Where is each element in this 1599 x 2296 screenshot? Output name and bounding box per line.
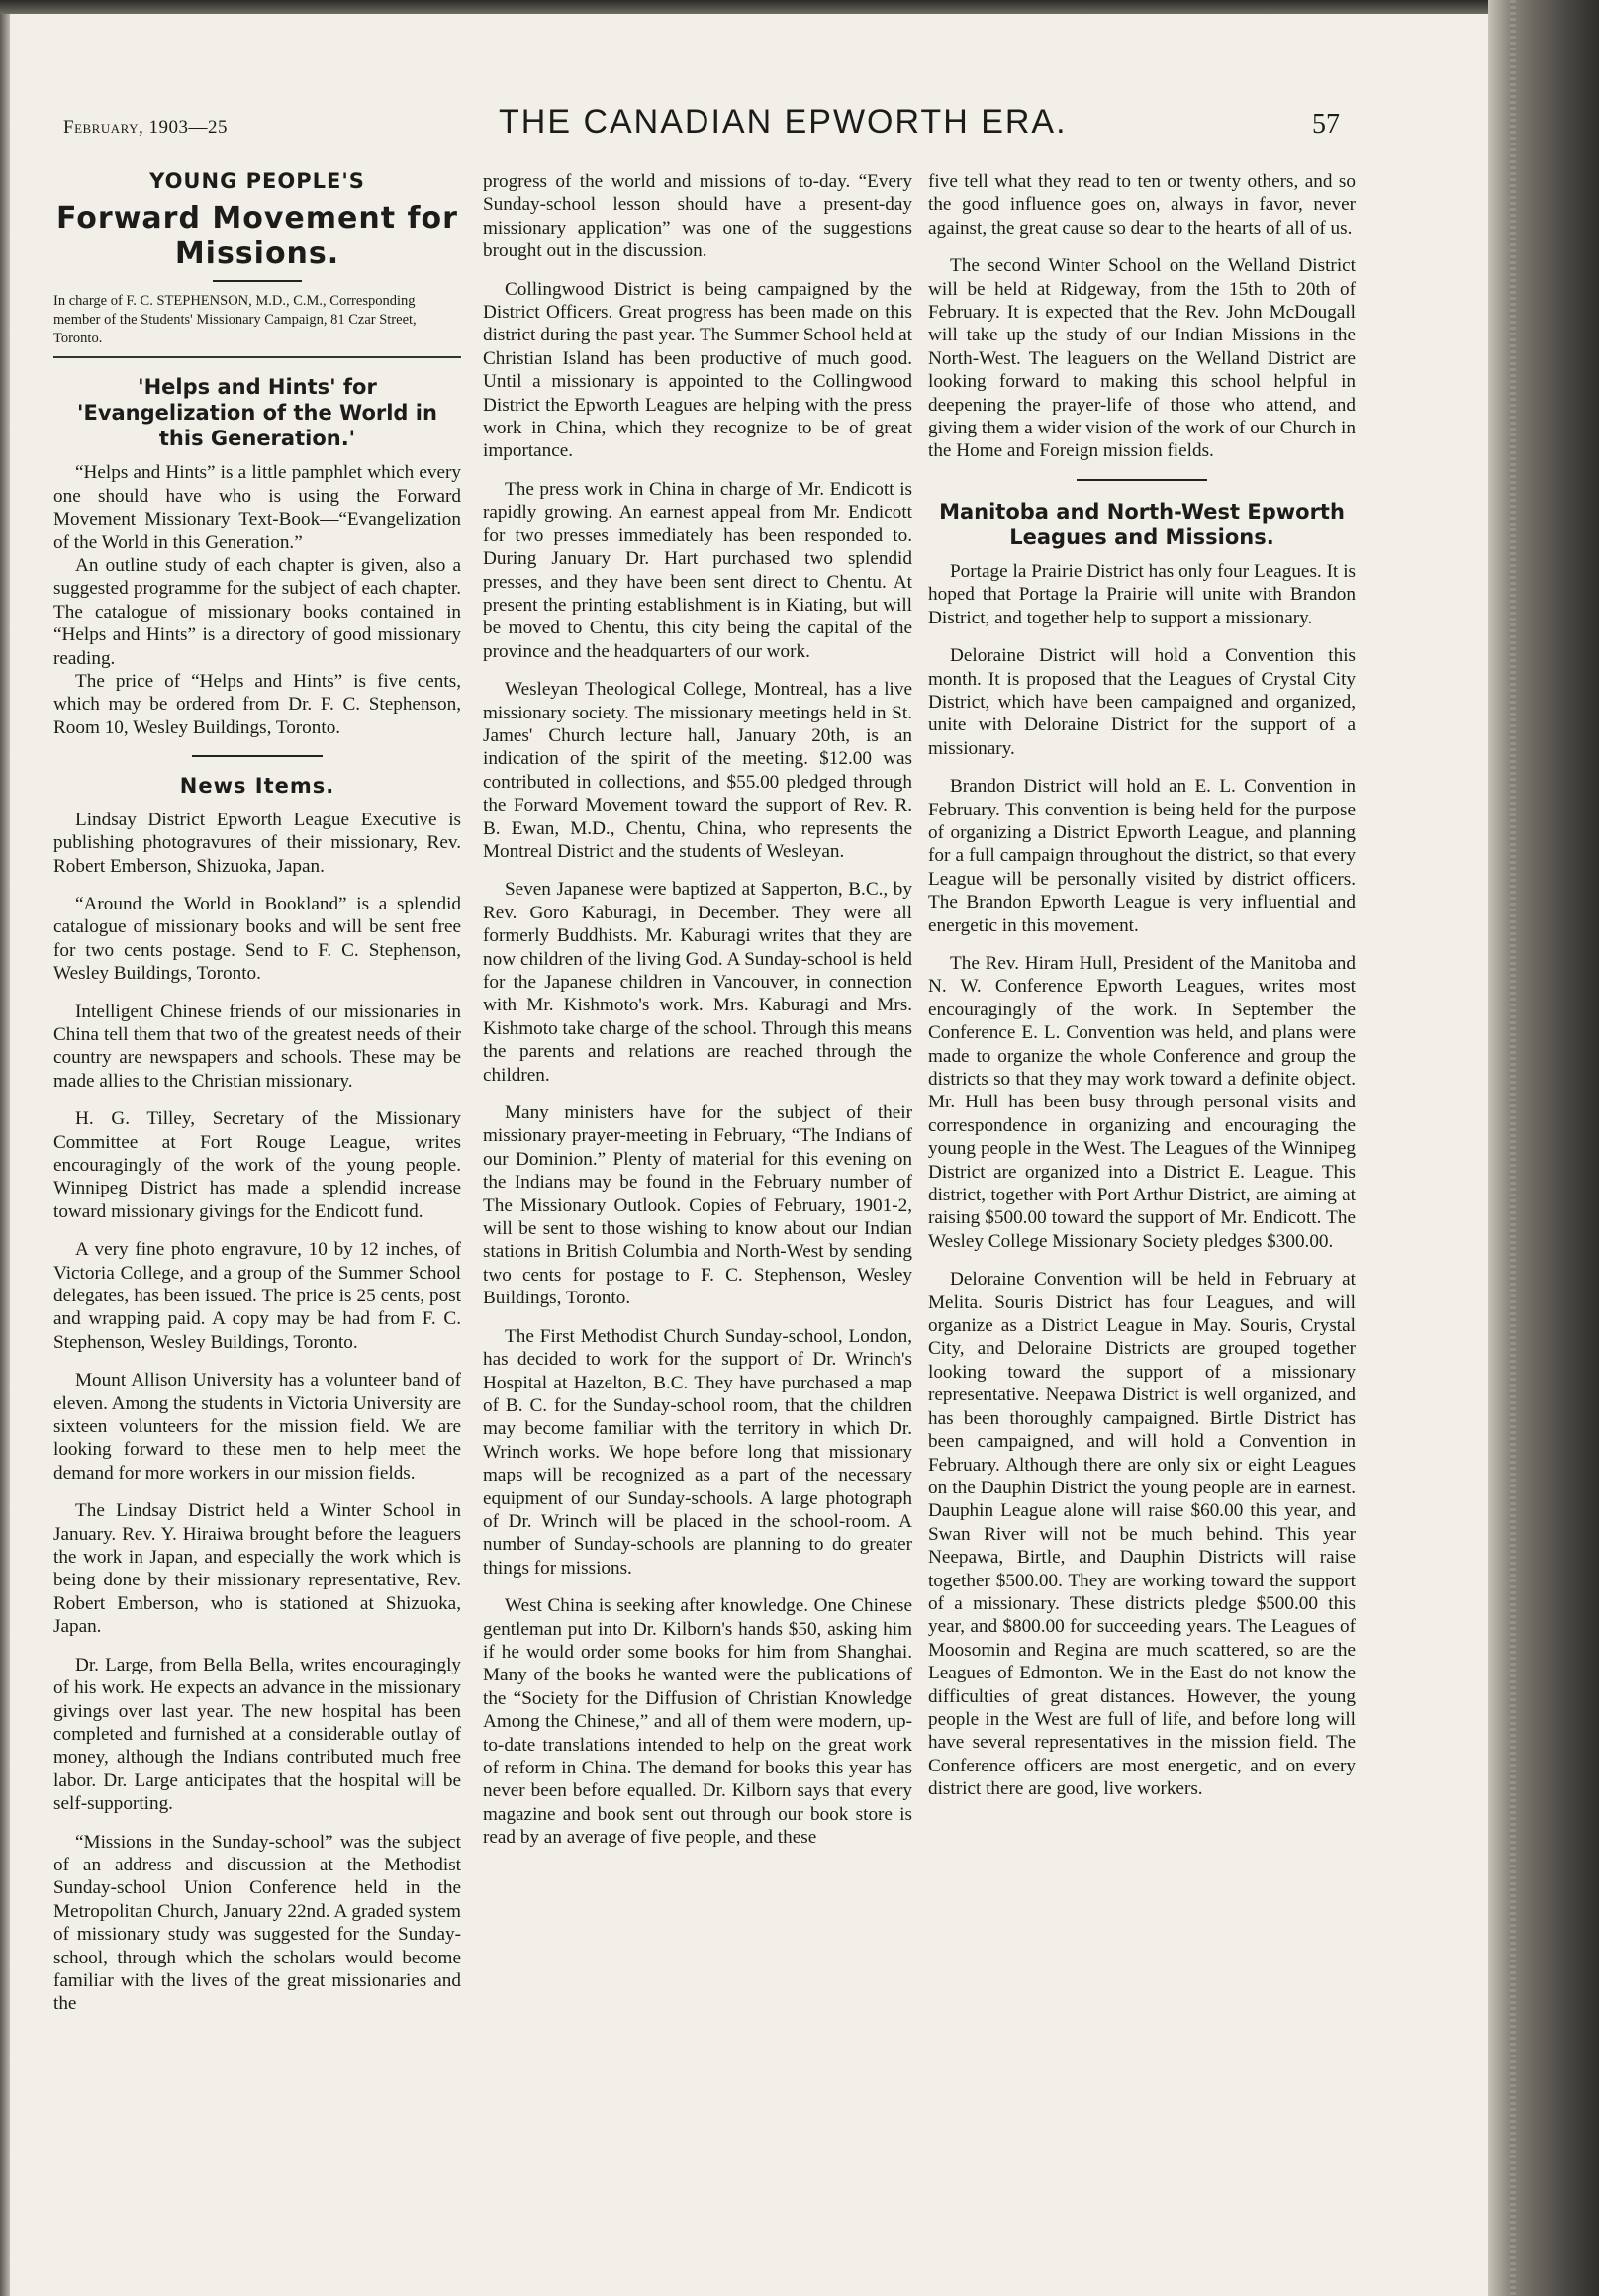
paragraph: An outline study of each chapter is given, also a suggested programme for the subject of each chapter. The catalogue of missionary books contained in “Helps and Hints” is a directory of good missionary reading. <box>53 555 461 669</box>
paragraph: Collingwood District is being campaigned by the District Officers. Great progress has been made on this district during the past year. The Summer School held at Christian Island has been productive of much good. Until a missionary is appointed to the Collingwood District the Epworth Leagues are helping with the press work in China, which they recognize to be of great importance. <box>483 278 912 462</box>
paragraph: Portage la Prairie District has only four Leagues. It is hoped that Portage la Prairie will unite with Brandon District, and together help to support a missionary. <box>928 560 1356 628</box>
paragraph: “Helps and Hints” is a little pamphlet which every one should have who is using the Forward Movement Missionary Text-Book—“Evangelization of the World in this Generation.” <box>53 462 461 553</box>
paragraph: Wesleyan Theological College, Montreal, has a live missionary society. The missionary meetings held in St. James' Church lecture hall, January 20th, is an indication of the spirit of the meeting. $12.00 was contributed in collections, and $55.00 pledged through the Forward Movement toward the support of Rev. R. B. Ewan, M.D., Chentu, China, who represents the Montreal District and the students of Wesleyan. <box>483 679 912 862</box>
paragraph: A very fine photo engravure, 10 by 12 inches, of Victoria College, and a group of the Summer School delegates, has been issued. The price is 25 cents, post and wrapping paid. A copy may be had from F. C. Stephenson, Wesley Buildings, Toronto. <box>53 1239 461 1353</box>
book-binding <box>1488 0 1599 2296</box>
paragraph: The First Methodist Church Sunday-school, London, has decided to work for the support of Dr. Wrinch's Hospital at Hazelton, B.C. They have purchased a map of B. C. for the Sunday-school room, that the children may become familiar with the territory in which Dr. Wrinch works. We hope before long that missionary maps will be recognized as a part of the necessary equipment of our Sunday-schools. A large photograph of Dr. Wrinch will be placed in the school-room. A number of Sunday-schools are planning to do greater things for missions. <box>483 1325 912 1578</box>
divider <box>1077 479 1207 481</box>
scan-top-edge <box>0 0 1599 14</box>
paragraph: Intelligent Chinese friends of our missionaries in China tell them that two of the greatest needs of their country are newspapers and schools. These may be made allies to the Christian missionary. <box>53 1001 461 1092</box>
paragraph: “Around the World in Bookland” is a splendid catalogue of missionary books and will be sent free for two cents postage. Send to F. C. Stephenson, Wesley Buildings, Toronto. <box>53 893 461 985</box>
paragraph: five tell what they read to ten or twenty others, and so the good influence goes on, always in favor, never against, the great cause so dear to the hearts of all of us. <box>928 171 1356 239</box>
paragraph: The press work in China in charge of Mr. Endicott is rapidly growing. An earnest appeal from Mr. Endicott for two presses immediately has been responded to. During January Dr. Hart purchased two splendid presses, and they have been sent direct to Chentu. At present the printing establishment is in Kiating, but will be moved to Chentu, this city being the capital of the province and the headquarters of our work. <box>483 478 912 662</box>
running-head <box>53 103 1340 152</box>
paragraph: Dr. Large, from Bella Bella, writes encouragingly of his work. He expects an advance in the missionary givings over last year. The new hospital has been completed and furnished at a considerable outlay of money, although the Indians contributed much free labor. Dr. Large anticipates that the hospital will be self-supporting. <box>53 1654 461 1815</box>
paragraph: Seven Japanese were baptized at Sapperton, B.C., by Rev. Goro Kaburagi, in December. They were all formerly Buddhists. Mr. Kaburagi writes that they are now children of the living God. A Sunday-school is held for the Japanese children in Vancouver, in connection with Mr. Kishmoto's work. Mrs. Kaburagi and Mrs. Kishmoto take charge of the school. Through this means the parents and relations are reached through the children. <box>483 879 912 1086</box>
helps-article-heading: 'Helps and Hints' for 'Evangelization of the World in this Generation.' <box>77 375 437 451</box>
column-1 <box>53 170 461 2031</box>
magazine-title: THE CANADIAN EPWORTH ERA. <box>499 103 1068 141</box>
paragraph: Lindsay District Epworth League Executive is publishing photogravures of their missionary, Rev. Robert Emberson, Shizuoka, Japan. <box>53 809 461 877</box>
paragraph: The Rev. Hiram Hull, President of the Manitoba and N. W. Conference Epworth Leagues, writes most encouragingly of the work. In September the Conference E. L. Convention was held, and plans were made to organize the whole Conference and group the districts so that they may work toward a definite object. Mr. Hull has been busy through personal visits and correspondence in organizing and encouraging the young people in the West. The Leagues of the Winnipeg District are organized into a District E. League. This district, together with Port Arthur District, are aiming at raising $500.00 toward the support of Mr. Endicott. The Wesley College Missionary Society pledges $300.00. <box>928 952 1356 1252</box>
paragraph: The Lindsay District held a Winter School in January. Rev. Y. Hiraiwa brought before the leaguers the work in Japan, and especially the work which is being done by their missionary representative, Rev. Robert Emberson, who is stationed at Shizuoka, Japan. <box>53 1500 461 1638</box>
issue-date: February, 1903—25 <box>63 117 228 138</box>
department-kicker: YOUNG PEOPLE'S <box>149 169 365 193</box>
paragraph: Many ministers have for the subject of their missionary prayer-meeting in February, “The Indians of our Dominion.” Plenty of material for this evening on the Indians may be found in the February number of The Missionary Outlook. Copies of February, 1901-2, will be sent to those wishing to know about our Indian stations in British Columbia and North-West by sending two cents for postage to F. C. Stephenson, Wesley Buildings, Toronto. <box>483 1102 912 1309</box>
scan-left-edge <box>0 14 10 2296</box>
divider <box>192 755 323 757</box>
paragraph: The price of “Helps and Hints” is five cents, which may be ordered from Dr. F. C. Stephenson, Room 10, Wesley Buildings, Toronto. <box>53 671 461 738</box>
manitoba-article-heading: Manitoba and North-West Epworth Leagues and Missions. <box>939 499 1345 549</box>
magazine-page <box>10 14 1488 2296</box>
paragraph: Deloraine District will hold a Convention this month. It is proposed that the Leagues of Crystal City District, which have been campaigned and organized, unite with Deloraine District for the support of a missionary. <box>928 645 1356 759</box>
paragraph: H. G. Tilley, Secretary of the Missionary Committee at Fort Rouge League, writes encouragingly of the work of the young people. Winnipeg District has made a splendid increase toward missionary givings for the Endicott fund. <box>53 1108 461 1222</box>
divider <box>213 280 302 282</box>
paragraph: West China is seeking after knowledge. One Chinese gentleman put into Dr. Kilborn's hands $50, asking him if he would order some books for him from Shanghai. Many of the books he wanted were the publications of the “Society for the Diffusion of Christian Knowledge Among the Chinese,” and all of them were modern, up-to-date translations intended to help on the great work of reform in China. The demand for books this year has never been before equalled. Dr. Kilborn says that every magazine and book sent out through our book store is read by an average of five people, and these <box>483 1595 912 1849</box>
paragraph: progress of the world and missions of to-day. “Every Sunday-school lesson should have a present-day missionary application” was one of the suggestions brought out in the discussion. <box>483 171 912 262</box>
divider <box>53 356 461 358</box>
page-edges <box>1510 0 1516 2296</box>
paragraph: Mount Allison University has a volunteer band of eleven. Among the students in Victoria University are sixteen volunteers for the mission field. We are looking forward to these men to help meet the demand for more workers in our mission fields. <box>53 1370 461 1483</box>
page-number: 57 <box>1312 109 1340 140</box>
paragraph: Brandon District will hold an E. L. Convention in February. This convention is being held for the purpose of organizing a District Epworth League, and planning for a full campaign throughout the district, so that every League will be personally visited by district officers. The Brandon Epworth League is very influential and energetic in this movement. <box>928 776 1356 936</box>
news-items-heading: News Items. <box>179 774 335 799</box>
paragraph: “Missions in the Sunday-school” was the subject of an address and discussion at the Methodist Sunday-school Union Conference held in the Metropolitan Church, January 22nd. A graded system of missionary study was suggested for the Sunday-school, through which the scholars would become familiar with the lives of the great missionaries and the <box>53 1831 461 2015</box>
in-charge-note: In charge of F. C. STEPHENSON, M.D., C.M., Corresponding member of the Students' Missionary Campaign, 81 Czar Street, Toronto. <box>53 293 417 347</box>
paragraph: Deloraine Convention will be held in February at Melita. Souris District has four Leagues, and will organize as a District League in May. Souris, Crystal City, and Deloraine Districts are grouped together looking toward the support of a missionary representative. Neepawa District is well organized, and has been thoroughly campaigned. Birtle District has been campaigned, and will hold a Convention in February. Although there are only six or eight Leagues on the Dauphin District the young people are in earnest. Dauphin League alone will raise $60.00 this year, and Swan River will not be much behind. This year Neepawa, Birtle, and Dauphin Districts will raise together $500.00. They are working toward the support of a missionary. These districts pledge $500.00 this year, and $800.00 for succeeding years. The Leagues of Moosomin and Regina are much scattered, so are the Leagues of Edmonton. We in the East do not know the difficulties of great distances. However, the young people in the West are full of life, and before long will have several representatives in the mission field. The Conference officers are most energetic, and on every district there are good, live workers. <box>928 1269 1356 1800</box>
paragraph: The second Winter School on the Welland District will be held at Ridgeway, from the 15th to 20th of February. It is expected that the Rev. John McDougall will take up the study of our Indian Missions in the North-West. The leaguers on the Welland District are looking forward to making this school helpful in deepening the prayer-life of those who attend, and giving them a wider vision of the work of our Church in the Home and Foreign mission fields. <box>928 255 1356 462</box>
column-3 <box>928 170 1356 1816</box>
department-title: Forward Movement for Missions. <box>56 201 458 272</box>
column-2 <box>483 170 912 1865</box>
